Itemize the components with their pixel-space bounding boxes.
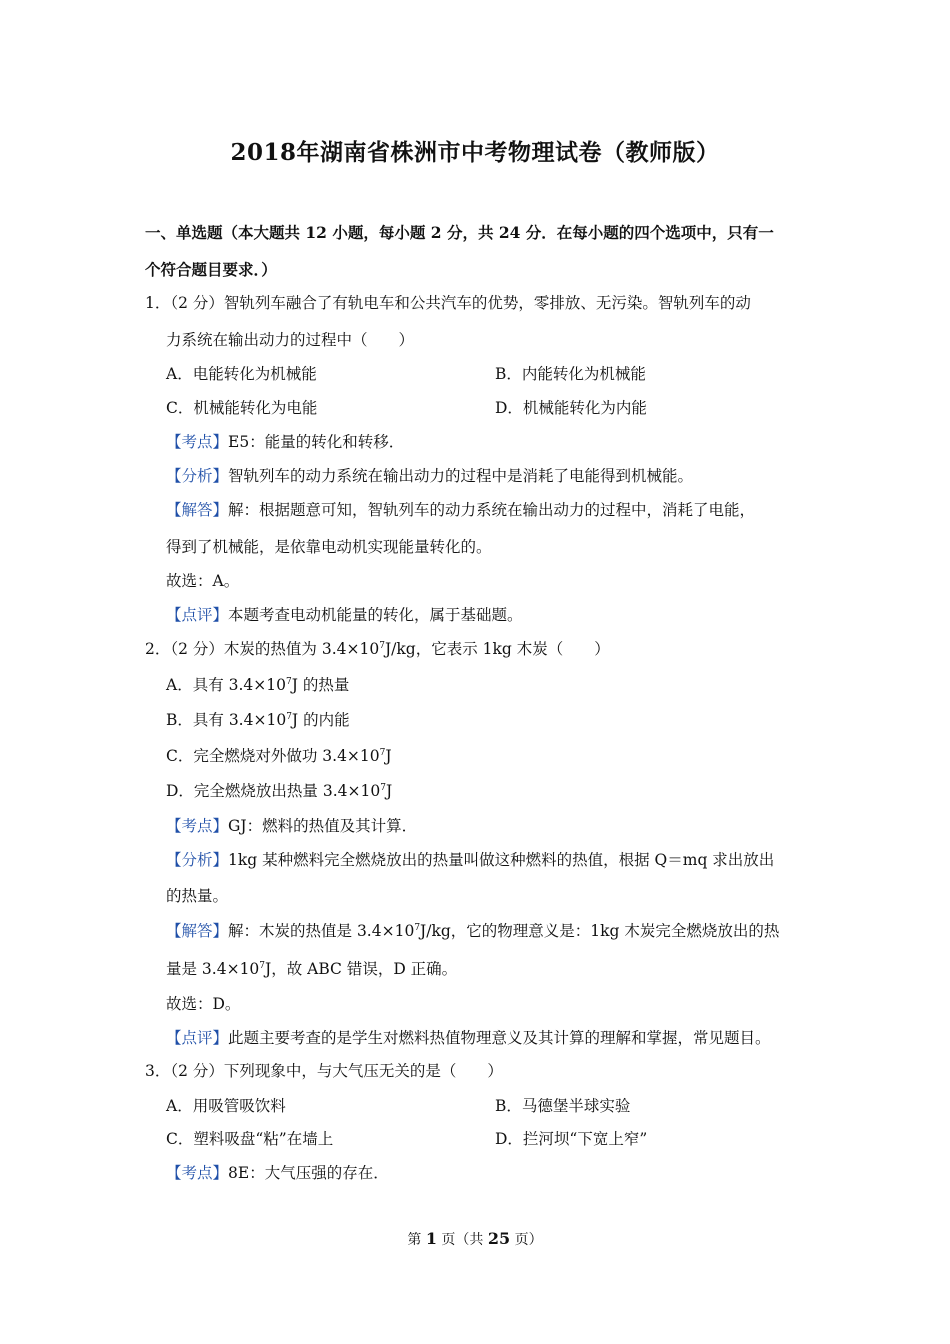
q1-option-a: A．电能转化为机械能: [166, 365, 317, 383]
q1-kaodian: [166, 432, 404, 452]
q2-option-d-exponent: 7: [380, 783, 386, 793]
q1-option-b: B．内能转化为机械能: [495, 365, 646, 383]
q2-option-c: [166, 746, 392, 766]
kaodian-tag: 【考点】: [166, 817, 229, 835]
q2-jieda2-part2: J，故 ABC 错误，D 正确。: [265, 960, 458, 978]
q1-jieda-text: 解：根据题意可知，智轨列车的动力系统在输出动力的过程中，消耗了电能，: [228, 501, 756, 519]
q1-dianping: [166, 605, 523, 625]
q1-dianping-text: 本题考查电动机能量的转化，属于基础题。: [228, 606, 523, 624]
jieda-tag: 【解答】: [166, 922, 229, 940]
q3-option-b: B．马德堡半球实验: [495, 1097, 631, 1115]
total-pages: 25: [487, 1229, 511, 1248]
q1-stem-line1: 1．（2 分）智轨列车融合了有轨电车和公共汽车的优势，零排放、无污染。智轨列车的动: [145, 294, 751, 312]
q1-stem-line2: 力系统在输出动力的过程中（ ）: [166, 331, 415, 349]
q2-option-c-exponent: 7: [379, 748, 386, 758]
q2-option-a-part1: A．具有 3.4×10: [166, 676, 286, 694]
q2-option-b-part2: J 的内能: [291, 711, 350, 729]
kaodian-tag: 【考点】: [166, 433, 229, 451]
q1-answer: 故选：A。: [166, 572, 240, 590]
q2-dianping: [166, 1028, 771, 1048]
q2-jieda-part1: 解：木炭的热值是 3.4×10: [228, 922, 415, 940]
q2-stem: [145, 639, 610, 659]
dianping-tag: 【点评】: [166, 606, 229, 624]
kaodian-tag: 【考点】: [166, 1164, 229, 1182]
q1-jieda-line2: 得到了机械能，是依靠电动机实现能量转化的。: [166, 538, 492, 556]
q2-jieda-part2: J/kg，它的物理意义是：1kg 木炭完全燃烧放出的热: [420, 922, 780, 940]
q2-fenxi-text: 1kg 某种燃料完全燃烧放出的热量叫做这种燃料的热值，根据 Q＝mq 求出放出: [228, 851, 775, 869]
q2-option-d: [166, 781, 392, 801]
q2-answer: 故选：D。: [166, 995, 241, 1013]
q2-option-b: [166, 710, 350, 730]
q2-jieda2-part1: 量是 3.4×10: [166, 960, 260, 978]
q2-option-c-part2: J: [385, 747, 392, 765]
footer-middle: 页（共: [436, 1232, 488, 1248]
q3-option-c: C．塑料吸盘“粘”在墙上: [166, 1130, 334, 1148]
q2-fenxi-line2: 的热量。: [166, 887, 229, 905]
q3-stem: 3．（2 分）下列现象中，与大气压无关的是（ ）: [145, 1062, 503, 1080]
q3-kaodian: [166, 1163, 389, 1183]
q1-option-c: C．机械能转化为电能: [166, 399, 318, 417]
q2-option-c-part1: C．完全燃烧对外做功 3.4×10: [166, 747, 380, 765]
fenxi-tag: 【分析】: [166, 467, 229, 485]
q2-jieda-line1: [166, 921, 779, 941]
q3-option-d: D．拦河坝“下宽上窄”: [495, 1130, 648, 1148]
q3-option-a: A．用吸管吸饮料: [166, 1097, 286, 1115]
q2-option-d-part1: D．完全燃烧放出热量 3.4×10: [166, 782, 381, 800]
q2-option-d-part2: J: [385, 782, 393, 800]
q1-jieda-line1: [166, 500, 755, 520]
dianping-tag: 【点评】: [166, 1029, 229, 1047]
q2-jieda2-exponent: 7: [259, 961, 266, 971]
q2-stem-exponent: 7: [379, 641, 385, 651]
document-title: 2018年湖南省株洲市中考物理试卷（教师版）: [230, 139, 720, 166]
footer-suffix: 页）: [510, 1232, 543, 1248]
page-number: 1: [425, 1229, 437, 1248]
section-heading-line1: 一、单选题（本大题共 12 小题，每小题 2 分，共 24 分．在每小题的四个选项中，只有一: [145, 223, 774, 242]
q2-option-a-exponent: 7: [285, 677, 292, 687]
q1-fenxi: [166, 466, 693, 486]
q3-kaodian-text: 8E：大气压强的存在．: [228, 1164, 389, 1182]
q2-dianping-text: 此题主要考查的是学生对燃料热值物理意义及其计算的理解和掌握，常见题目。: [228, 1029, 771, 1047]
section-heading-line2: 个符合题目要求．）: [145, 260, 277, 279]
q2-jieda-line2: [166, 959, 457, 979]
q2-option-b-exponent: 7: [286, 712, 292, 722]
q1-option-d: D．机械能转化为内能: [495, 399, 647, 417]
q2-jieda-exponent: 7: [414, 923, 421, 933]
q2-option-a: [166, 675, 349, 695]
section-heading: [145, 214, 825, 288]
footer-prefix: 第: [407, 1232, 426, 1248]
page-footer: [0, 1229, 950, 1249]
q2-kaodian: [166, 816, 417, 836]
jieda-tag: 【解答】: [166, 501, 229, 519]
q2-option-a-part2: J 的热量: [291, 676, 350, 694]
q2-stem-part2: J/kg，它表示 1kg 木炭（ ）: [384, 640, 610, 658]
q1-fenxi-text: 智轨列车的动力系统在输出动力的过程中是消耗了电能得到机械能。: [228, 467, 694, 485]
q2-kaodian-text: GJ：燃料的热值及其计算．: [228, 817, 418, 835]
fenxi-tag: 【分析】: [166, 851, 229, 869]
q2-fenxi-line1: [166, 850, 774, 870]
q1-kaodian-text: E5：能量的转化和转移．: [228, 433, 405, 451]
q2-stem-part1: 2．（2 分）木炭的热值为 3.4×10: [145, 640, 380, 658]
q2-option-b-part1: B．具有 3.4×10: [166, 711, 287, 729]
